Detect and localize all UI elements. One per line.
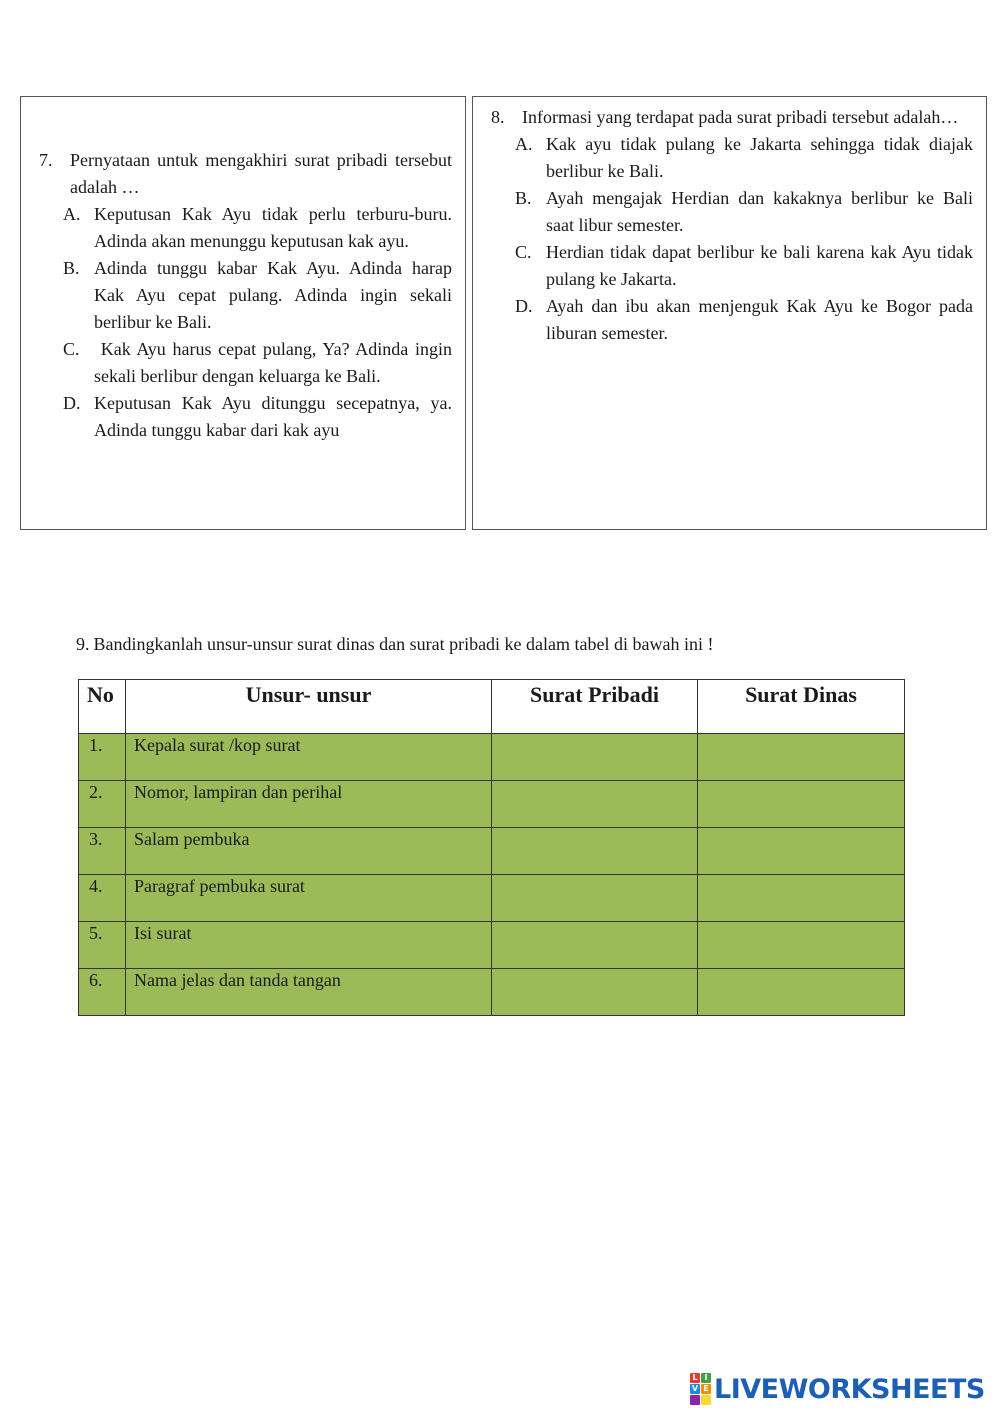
- question-9-stem: Bandingkanlah unsur-unsur surat dinas dan surat pribadi ke dalam tabel di bawah ini !: [93, 634, 714, 654]
- question-8-stem: Informasi yang terdapat pada surat pribadi tersebut adalah…: [522, 107, 959, 127]
- question-7-box: [20, 96, 466, 530]
- table-header-row: [79, 680, 905, 734]
- table-row: [79, 922, 905, 969]
- option-text: Herdian tidak dapat berlibur ke bali karena kak Ayu tidak pulang ke Jakarta.: [546, 242, 973, 289]
- answer-cell-surat-pribadi[interactable]: [492, 969, 698, 1016]
- row-number: 1.: [79, 734, 126, 781]
- logo-tile: L: [690, 1373, 700, 1383]
- table-row: [79, 734, 905, 781]
- option-text: Ayah mengajak Herdian dan kakaknya berlibur ke Bali saat libur semester.: [546, 188, 973, 235]
- answer-cell-surat-dinas[interactable]: [698, 781, 905, 828]
- question-7-option-d[interactable]: [63, 390, 452, 444]
- question-7-option-b[interactable]: [63, 255, 452, 336]
- question-7-option-c[interactable]: [63, 336, 452, 390]
- option-letter: A.: [63, 204, 81, 224]
- logo-tile: [690, 1395, 700, 1405]
- answer-cell-surat-dinas[interactable]: [698, 922, 905, 969]
- question-7-text: [39, 147, 452, 201]
- row-number: 5.: [79, 922, 126, 969]
- logo-tile: E: [701, 1384, 711, 1394]
- option-letter: C.: [63, 339, 80, 359]
- header-surat-dinas: Surat Dinas: [698, 680, 905, 734]
- question-7-option-a[interactable]: [63, 201, 452, 255]
- option-letter: A.: [515, 134, 533, 154]
- liveworksheets-logo-icon: [690, 1373, 711, 1405]
- logo-tile: V: [691, 1384, 699, 1393]
- option-text: Ayah dan ibu akan menjenguk Kak Ayu ke Bogor pada liburan semester.: [546, 296, 973, 343]
- table-row: [79, 781, 905, 828]
- option-letter: B.: [63, 258, 80, 278]
- question-7-stem: Pernyataan untuk mengakhiri surat pribadi tersebut adalah …: [70, 150, 452, 197]
- table-row: [79, 828, 905, 875]
- row-unsur: Kepala surat /kop surat: [126, 734, 492, 781]
- row-number: 3.: [79, 828, 126, 875]
- row-unsur: Paragraf pembuka surat: [126, 875, 492, 922]
- table-row: [79, 875, 905, 922]
- answer-cell-surat-pribadi[interactable]: [492, 781, 698, 828]
- logo-tile: [701, 1395, 711, 1405]
- logo-tile: I: [701, 1373, 711, 1383]
- option-letter: D.: [515, 296, 533, 316]
- question-9-text: [76, 632, 713, 656]
- answer-cell-surat-pribadi[interactable]: [492, 828, 698, 875]
- question-8-option-c[interactable]: [515, 239, 973, 293]
- question-8-option-b[interactable]: [515, 185, 973, 239]
- liveworksheets-logo: [690, 1372, 985, 1406]
- question-7-number: 7.: [39, 150, 53, 170]
- answer-cell-surat-pribadi[interactable]: [492, 734, 698, 781]
- row-number: 6.: [79, 969, 126, 1016]
- option-letter: B.: [515, 188, 532, 208]
- option-text: Keputusan Kak Ayu tidak perlu terburu-buru. Adinda akan menunggu keputusan kak ayu.: [94, 204, 452, 251]
- answer-cell-surat-pribadi[interactable]: [492, 922, 698, 969]
- option-text: Kak ayu tidak pulang ke Jakarta sehingga tidak diajak berlibur ke Bali.: [546, 134, 973, 181]
- question-7-options: [39, 201, 452, 444]
- table-row: [79, 969, 905, 1016]
- question-8-number: 8.: [491, 107, 505, 127]
- answer-cell-surat-dinas[interactable]: [698, 875, 905, 922]
- question-8-options: [491, 131, 973, 347]
- option-letter: D.: [63, 393, 81, 413]
- option-text: Kak Ayu harus cepat pulang, Ya? Adinda ingin sekali berlibur dengan keluarga ke Bali.: [94, 339, 452, 386]
- answer-cell-surat-dinas[interactable]: [698, 734, 905, 781]
- row-number: 2.: [79, 781, 126, 828]
- comparison-table: [78, 679, 905, 1016]
- option-text: Keputusan Kak Ayu ditunggu secepatnya, ya. Adinda tunggu kabar dari kak ayu: [94, 393, 452, 440]
- header-unsur: Unsur- unsur: [126, 680, 492, 734]
- liveworksheets-logo-text: LIVEWORKSHEETS: [714, 1373, 985, 1405]
- header-no: No: [79, 680, 126, 734]
- question-9-number: 9.: [76, 634, 90, 654]
- question-8-box: [472, 96, 987, 530]
- question-8-text: [491, 104, 973, 131]
- header-surat-pribadi: Surat Pribadi: [492, 680, 698, 734]
- option-letter: C.: [515, 242, 532, 262]
- row-unsur: Nomor, lampiran dan perihal: [126, 781, 492, 828]
- row-unsur: Salam pembuka: [126, 828, 492, 875]
- row-number: 4.: [79, 875, 126, 922]
- option-text: Adinda tunggu kabar Kak Ayu. Adinda harap Kak Ayu cepat pulang. Adinda ingin sekali berlibur ke Bali.: [94, 258, 452, 332]
- question-8-option-a[interactable]: [515, 131, 973, 185]
- answer-cell-surat-dinas[interactable]: [698, 828, 905, 875]
- row-unsur: Isi surat: [126, 922, 492, 969]
- answer-cell-surat-pribadi[interactable]: [492, 875, 698, 922]
- question-8-option-d[interactable]: [515, 293, 973, 347]
- answer-cell-surat-dinas[interactable]: [698, 969, 905, 1016]
- row-unsur: Nama jelas dan tanda tangan: [126, 969, 492, 1016]
